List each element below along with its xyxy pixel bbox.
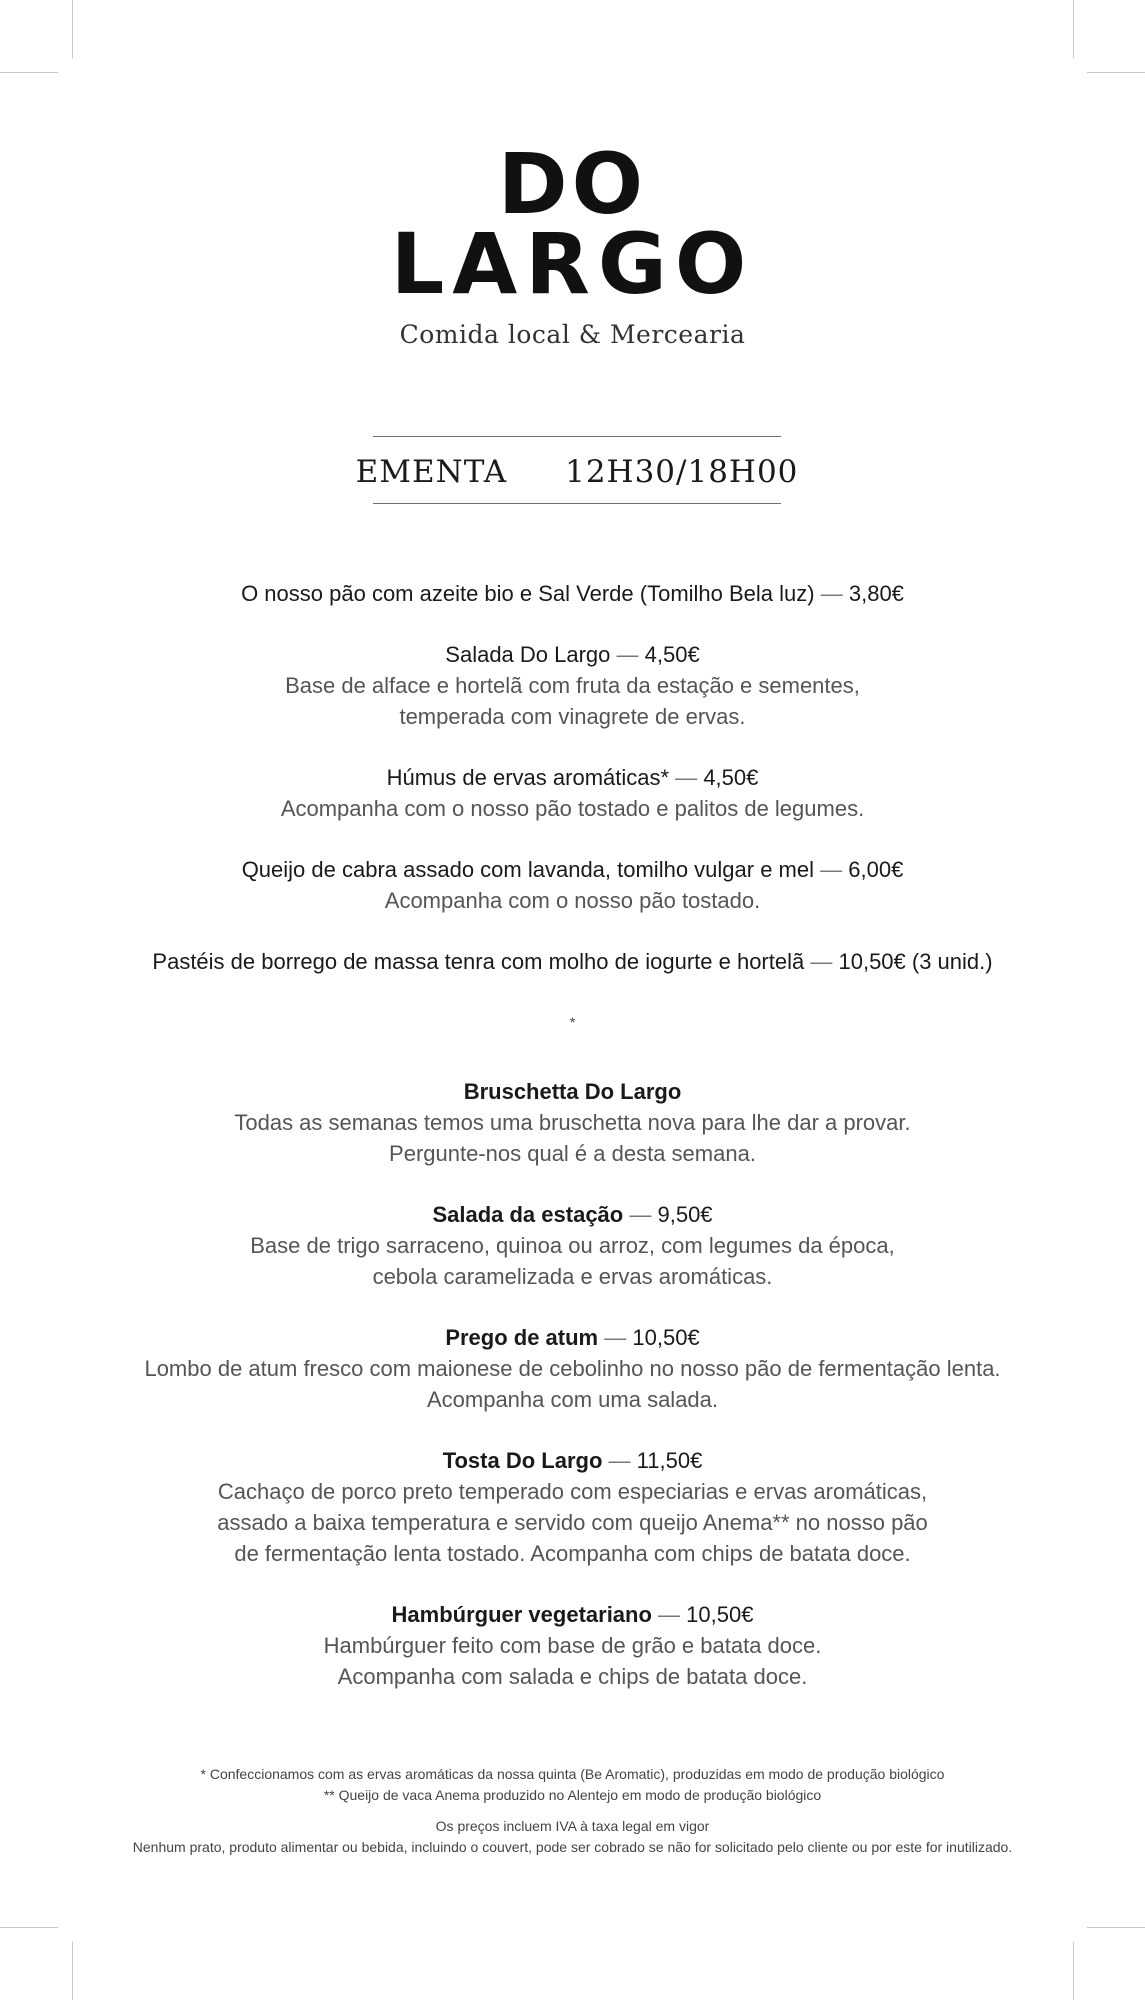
crop-mark-bottom-left — [0, 1927, 58, 1928]
menu-item — [40, 854, 1105, 916]
menu-item-description: Base de alface e hortelã com fruta da estação e sementes, — [285, 673, 860, 698]
mains-section — [40, 1076, 1105, 1692]
menu-hours: 12H30/18H00 — [565, 454, 799, 490]
menu-item-name: Salada da estação — [432, 1202, 624, 1227]
menu-item-name: O nosso pão com azeite bio e Sal Verde (Tomilho Bela luz) — [241, 581, 815, 606]
menu-item — [40, 578, 1105, 609]
header-rule-bottom — [373, 503, 781, 504]
price-dash: — — [820, 581, 843, 606]
starters-section — [40, 578, 1105, 977]
menu-item-name: Pastéis de borrego de massa tenra com molho de iogurte e hortelã — [152, 949, 805, 974]
menu-item-title-line — [40, 1322, 1105, 1353]
menu-item-description: Acompanha com o nosso pão tostado e palitos de legumes. — [280, 796, 865, 821]
menu-list — [40, 578, 1105, 1722]
menu-item-price: 10,50€ (3 unid.) — [838, 949, 993, 974]
brand-tagline: Comida local & Mercearia — [399, 320, 746, 349]
price-dash: — — [820, 857, 843, 882]
crop-mark-bottom-left — [72, 1942, 73, 2000]
price-dash: — — [675, 765, 698, 790]
menu-item-description: de fermentação lenta tostado. Acompanha com chips de batata doce. — [234, 1541, 911, 1566]
menu-item-description: assado a baixa temperatura e servido com queijo Anema** no nosso pão — [217, 1510, 928, 1535]
menu-item-description: cebola caramelizada e ervas aromáticas. — [372, 1264, 773, 1289]
menu-item-description: Todas as semanas temos uma bruschetta nova para lhe dar a provar. — [234, 1110, 911, 1135]
menu-item — [40, 1199, 1105, 1292]
footnote-cheese: ** Queijo de vaca Anema produzido no Alentejo em modo de produção biológico — [323, 1787, 822, 1803]
menu-item-title-line — [40, 1199, 1105, 1230]
menu-item-name: Prego de atum — [445, 1325, 599, 1350]
menu-item-description: Acompanha com o nosso pão tostado. — [384, 888, 761, 913]
header-rule-top — [373, 436, 781, 437]
menu-item-description: Acompanha com uma salada. — [426, 1387, 719, 1412]
menu-item — [40, 1076, 1105, 1169]
menu-item-name: Hambúrguer vegetariano — [391, 1602, 652, 1627]
menu-item-title-line — [40, 1076, 1105, 1107]
crop-mark-top-right — [1073, 0, 1074, 58]
menu-item-price: 9,50€ — [657, 1202, 713, 1227]
section-divider: * — [569, 1014, 576, 1030]
menu-item-title-line — [40, 946, 1105, 977]
menu-item — [40, 1599, 1105, 1692]
legal-note: Nenhum prato, produto alimentar ou bebida, incluindo o couvert, pode ser cobrado se não for solicitado pelo cliente ou por este for inutilizado. — [132, 1839, 1013, 1855]
menu-item-description: temperada com vinagrete de ervas. — [399, 704, 746, 729]
menu-item-name: Queijo de cabra assado com lavanda, tomilho vulgar e mel — [241, 857, 814, 882]
price-dash: — — [616, 642, 639, 667]
crop-mark-bottom-right — [1087, 1927, 1145, 1928]
menu-item — [40, 762, 1105, 824]
crop-mark-top-left — [72, 0, 73, 58]
menu-item — [40, 1322, 1105, 1415]
menu-item-price: 3,80€ — [848, 581, 904, 606]
menu-item-title-line — [40, 639, 1105, 670]
brand-logo-line-1: DO — [497, 135, 648, 233]
menu-item-price: 10,50€ — [632, 1325, 700, 1350]
menu-item-title-line — [40, 854, 1105, 885]
menu-item — [40, 1445, 1105, 1569]
price-dash: — — [604, 1325, 627, 1350]
price-dash: — — [629, 1202, 652, 1227]
price-dash: — — [608, 1448, 631, 1473]
menu-item-description: Acompanha com salada e chips de batata doce. — [337, 1664, 808, 1689]
menu-item-price: 11,50€ — [636, 1448, 703, 1473]
menu-item-title-line — [40, 1599, 1105, 1630]
menu-title: EMENTA — [355, 454, 508, 490]
menu-item-description: Pergunte-nos qual é a desta semana. — [389, 1141, 756, 1166]
menu-item-title-line — [40, 578, 1105, 609]
vat-note: Os preços incluem IVA à taxa legal em vigor — [435, 1818, 710, 1834]
menu-item-title-line — [40, 762, 1105, 793]
menu-item-description: Hambúrguer feito com base de grão e batata doce. — [323, 1633, 822, 1658]
menu-item-price: 6,00€ — [848, 857, 904, 882]
menu-item-description: Base de trigo sarraceno, quinoa ou arroz, com legumes da época, — [250, 1233, 895, 1258]
menu-item-name: Salada Do Largo — [445, 642, 611, 667]
footnote-herbs: * Confeccionamos com as ervas aromáticas da nossa quinta (Be Aromatic), produzidas em modo de produção biológico — [200, 1766, 945, 1782]
footnotes — [0, 1764, 1145, 1858]
menu-item-price: 4,50€ — [644, 642, 700, 667]
crop-mark-top-left — [0, 72, 58, 73]
price-dash: — — [658, 1602, 681, 1627]
menu-item-name: Bruschetta Do Largo — [463, 1079, 682, 1104]
crop-mark-top-right — [1087, 72, 1145, 73]
crop-mark-bottom-right — [1073, 1942, 1074, 2000]
menu-item-description: Lombo de atum fresco com maionese de cebolinho no nosso pão de fermentação lenta. — [144, 1356, 1001, 1381]
menu-item-title-line — [40, 1445, 1105, 1476]
menu-item-price: 4,50€ — [703, 765, 759, 790]
price-dash: — — [810, 949, 833, 974]
menu-item-name: Húmus de ervas aromáticas* — [386, 765, 670, 790]
menu-item — [40, 639, 1105, 732]
menu-item-price: 10,50€ — [686, 1602, 754, 1627]
menu-item — [40, 946, 1105, 977]
menu-header — [355, 450, 799, 494]
brand-logo-line-2: LARGO — [390, 215, 755, 313]
menu-item-name: Tosta Do Largo — [442, 1448, 603, 1473]
menu-item-description: Cachaço de porco preto temperado com especiarias e ervas aromáticas, — [217, 1479, 928, 1504]
